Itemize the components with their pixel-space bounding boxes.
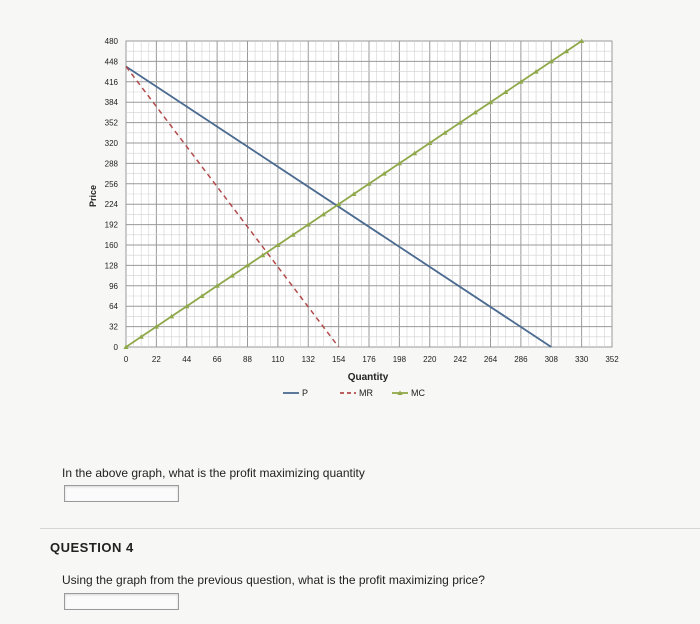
y-axis-label: Price — [88, 184, 98, 208]
y-tick-label: 480 — [104, 37, 118, 46]
x-tick-label: 132 — [301, 355, 315, 364]
x-tick-label: 66 — [212, 355, 222, 364]
y-tick-label: 0 — [113, 343, 118, 352]
x-tick-label: 176 — [362, 355, 376, 364]
x-tick-label: 286 — [514, 355, 528, 364]
x-tick-label: 110 — [271, 355, 285, 364]
legend-label-mr: MR — [359, 388, 373, 398]
x-tick-label: 44 — [182, 355, 192, 364]
x-tick-label: 308 — [544, 355, 558, 364]
y-tick-label: 416 — [104, 77, 118, 87]
y-tick-label: 384 — [104, 98, 118, 108]
legend-label-mc: MC — [411, 388, 425, 398]
x-tick-label: 242 — [453, 355, 467, 364]
y-tick-label: 160 — [104, 241, 118, 250]
x-tick-label: 264 — [483, 355, 498, 364]
x-tick-label: 198 — [392, 355, 407, 364]
question-1-text: In the above graph, what is the profit maximizing quantity — [62, 466, 365, 480]
legend-label-p: P — [302, 388, 309, 398]
chart-grid — [126, 41, 612, 347]
price-answer-input[interactable] — [64, 593, 179, 610]
question-4-heading: QUESTION 4 — [50, 540, 134, 555]
y-tick-label: 192 — [104, 220, 118, 230]
y-tick-label: 224 — [104, 200, 118, 210]
section-divider — [40, 528, 700, 529]
y-tick-label: 352 — [104, 118, 118, 128]
chart-legend — [283, 388, 425, 398]
y-tick-label: 32 — [109, 322, 118, 332]
y-tick-label: 128 — [104, 261, 118, 271]
x-tick-label: 330 — [574, 355, 589, 364]
quantity-answer-input[interactable] — [64, 485, 179, 502]
x-tick-label: 154 — [331, 355, 346, 364]
y-axis-ticks — [105, 37, 119, 352]
y-tick-label: 288 — [104, 159, 118, 169]
x-tick-label: 22 — [151, 355, 161, 364]
y-tick-label: 256 — [104, 179, 118, 189]
x-tick-label: 88 — [243, 355, 252, 364]
y-tick-label: 448 — [104, 57, 118, 67]
x-tick-label: 352 — [605, 355, 619, 364]
y-tick-label: 64 — [109, 302, 118, 312]
x-axis-label: Quantity — [347, 372, 389, 383]
y-tick-label: 96 — [109, 281, 118, 291]
y-tick-label: 320 — [104, 139, 118, 148]
x-axis-ticks — [124, 355, 619, 364]
x-tick-label: 220 — [423, 355, 437, 364]
x-tick-label: 0 — [123, 355, 129, 364]
question-4-text: Using the graph from the previous question, what is the profit maximizing price? — [62, 573, 485, 587]
